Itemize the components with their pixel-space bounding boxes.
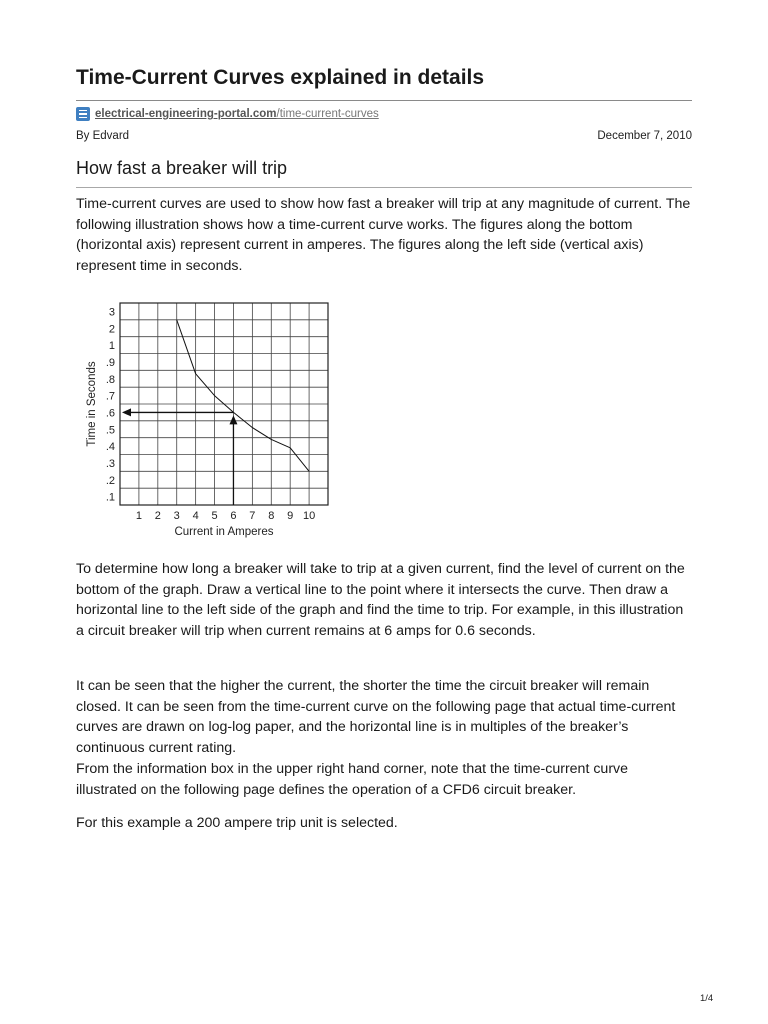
example-left-arrowhead [122,408,131,416]
y-tick-label: .3 [105,457,115,470]
paragraph-intro: Time-current curves are used to show how fast a breaker will trip at any magnitude of current. The following illustration shows how a time-current curve works. The figures along the bottom (horizontal axis) represent current in amperes. The figures along the left side (vertical axis) represent time in seconds. [76,196,691,275]
source-domain-link[interactable]: electrical-engineering-portal.com [95,108,277,120]
x-tick-label: 6 [230,510,237,522]
y-tick-label: .9 [105,356,115,369]
example-up-arrowhead [229,415,237,424]
x-axis-label: Current in Amperes [174,526,274,538]
page-number: 1/4 [700,993,714,1004]
x-tick-label: 9 [287,510,294,522]
x-tick-label: 8 [268,510,275,522]
publish-date: December 7, 2010 [597,130,692,142]
y-tick-label: 2 [108,323,115,336]
x-tick-label: 5 [211,510,218,522]
paragraph-trip-unit: For this example a 200 ampere trip unit is selected. [76,815,398,831]
x-tick-label: 3 [173,510,180,522]
author: By Edvard [76,130,130,142]
article-title: Time-Current Curves explained in details [76,66,485,89]
time-current-chart [80,298,340,544]
title-divider [76,100,692,101]
x-tick-label: 4 [192,510,199,522]
source-path-link[interactable]: /time-current-curves [276,108,379,120]
x-tick-label: 1 [135,510,142,522]
section-divider [76,187,692,188]
paragraph-higher-current: It can be seen that the higher the current, the shorter the time the circuit breaker will remain closed. It can be seen from the time-current curve on the following page that actual time-current curves are drawn on log-log paper, and the horizontal line is in multiples of the breaker’s continuous current rating. [76,678,676,757]
x-tick-label: 7 [249,510,256,522]
y-tick-label: .7 [105,390,115,403]
y-tick-label: .5 [105,424,115,437]
y-tick-label: .6 [105,407,115,420]
time-current-curve [177,320,309,472]
y-tick-label: .8 [105,373,115,386]
y-tick-label: .1 [105,491,115,504]
y-tick-label: 1 [108,340,115,353]
y-axis-label: Time in Seconds [86,361,98,447]
y-tick-label: 3 [108,306,115,319]
paragraph-how-to-read: To determine how long a breaker will take to trip at a given current, find the level of current on the bottom of the graph. Draw a vertical line to the point where it intersects the curve. Then draw a horizontal line to the left side of the graph and find the time to trip. For example, in this illustration a circuit breaker will trip when current remains at 6 amps for 0.6 seconds. [76,561,685,640]
y-tick-label: .4 [105,441,115,454]
document-icon [76,107,90,121]
x-tick-label: 2 [154,510,161,522]
y-tick-label: .2 [105,474,115,487]
paragraph-info-box: From the information box in the upper right hand corner, note that the time-current curve illustrated on the following page defines the operation of a CFD6 circuit breaker. [76,761,629,798]
section-title: How fast a breaker will trip [76,158,288,178]
x-tick-label: 10 [302,510,316,522]
byline [76,130,692,142]
source-link[interactable] [76,107,379,121]
